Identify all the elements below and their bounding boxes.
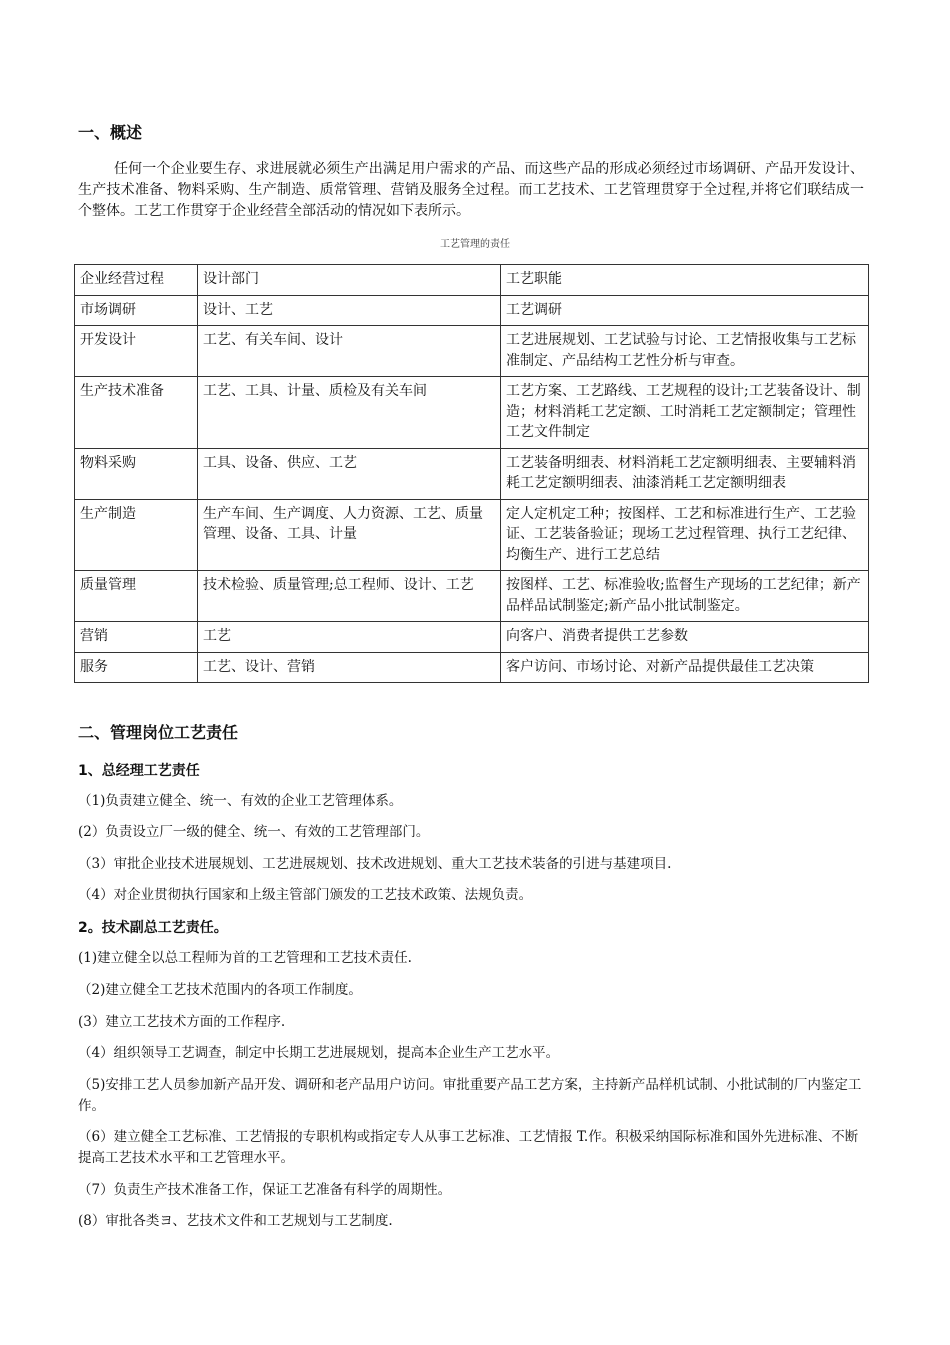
list-item: (1)建立健全以总工程师为首的工艺管理和工艺技术责任. [78, 950, 412, 966]
list-item: （5)安排工艺人员参加新产品开发、调研和老产品用户访问。审批重要产品工艺方案，主持新产品样机试制、小批试制的厂内鉴定工作。 [78, 1077, 862, 1114]
table-row [75, 622, 869, 653]
list-item: （6）建立健全工艺标准、工艺情报的专职机构或指定专人从事工艺标准、工艺情报 T.作。积极采纳国际标准和国外先进标准、不断提高工艺技术水平和工艺管理水平。 [78, 1129, 859, 1166]
table-cell: 市场调研 [75, 295, 198, 326]
table-row [75, 326, 869, 377]
table-row [75, 448, 869, 499]
table-row [75, 295, 869, 326]
table-row [75, 652, 869, 683]
table-cell: 技术检验、质量管理;总工程师、设计、工艺 [198, 571, 501, 622]
list-item: （7）负责生产技术准备工作，保证工艺准备有科学的周期性。 [78, 1182, 452, 1198]
table-cell: 生产技术准备 [75, 377, 198, 449]
section1-title: 一、概述 [78, 123, 143, 142]
table-cell: 生产车间、生产调度、人力资源、工艺、质量管理、设备、工具、计量 [198, 499, 501, 571]
table-cell: 工艺进展规划、工艺试验与讨论、工艺情报收集与工艺标准制定、产品结构工艺性分析与审查。 [501, 326, 869, 377]
list-item: （4）组织领导工艺调查，制定中长期工艺进展规划，提高本企业生产工艺水平。 [78, 1045, 560, 1061]
table-cell: 工具、设备、供应、工艺 [198, 448, 501, 499]
technical-vp-heading: 2。技术副总工艺责任。 [78, 920, 228, 936]
table-cell: 工艺 [198, 622, 501, 653]
table-cell: 质量管理 [75, 571, 198, 622]
list-item: （1)负责建立健全、统一、有效的企业工艺管理体系。 [78, 793, 403, 809]
table-cell: 定人定机定工种；按图样、工艺和标准进行生产、工艺验证、工艺装备验证；现场工艺过程管理、执行工艺纪律、均衡生产、进行工艺总结 [501, 499, 869, 571]
list-item: （3）审批企业技术进展规划、工艺进展规划、技术改进规划、重大工艺技术装备的引进与基建项目. [78, 856, 672, 872]
list-item: （2)建立健全工艺技术范围内的各项工作制度。 [78, 982, 362, 998]
process-table [74, 264, 869, 683]
table-cell: 设计、工艺 [198, 295, 501, 326]
list-item: (3）建立工艺技术方面的工作程序. [78, 1014, 286, 1030]
table-header-row [75, 265, 869, 296]
table-row [75, 571, 869, 622]
table-cell: 物料采购 [75, 448, 198, 499]
header-cell: 企业经营过程 [75, 265, 198, 296]
table-row [75, 499, 869, 571]
table-cell: 工艺装备明细表、材料消耗工艺定额明细表、主要辅料消耗工艺定额明细表、油漆消耗工艺定额明细表 [501, 448, 869, 499]
table-cell: 生产制造 [75, 499, 198, 571]
table-cell: 工艺方案、工艺路线、工艺规程的设计;工艺装备设计、制造；材料消耗工艺定额、工时消耗工艺定额制定；管理性工艺文件制定 [501, 377, 869, 449]
header-cell: 工艺职能 [501, 265, 869, 296]
header-cell: 设计部门 [198, 265, 501, 296]
table-cell: 工艺调研 [501, 295, 869, 326]
section2-title: 二、管理岗位工艺责任 [78, 723, 239, 742]
table-cell: 客户访问、市场讨论、对新产品提供最佳工艺决策 [501, 652, 869, 683]
table-cell: 按图样、工艺、标准验收;监督生产现场的工艺纪律；新产品样品试制鉴定;新产品小批试制鉴定。 [501, 571, 869, 622]
table-cell: 向客户、消费者提供工艺参数 [501, 622, 869, 653]
list-item: (8）审批各类ヨ、艺技术文件和工艺规划与工艺制度. [78, 1213, 393, 1229]
table-row [75, 377, 869, 449]
table-cell: 服务 [75, 652, 198, 683]
table-cell: 工艺、工具、计量、质检及有关车间 [198, 377, 501, 449]
table-cell: 营销 [75, 622, 198, 653]
table-caption: 工艺管理的责任 [440, 239, 510, 250]
table-cell: 工艺、有关车间、设计 [198, 326, 501, 377]
intro-paragraph: 任何一个企业要生存、求进展就必须生产出满足用户需求的产品、而这些产品的形成必须经过市场调研、产品开发设计、生产技术准备、物料采购、生产制造、质常管理、营销及服务全过程。而工艺技术、工艺管理贯穿于全过程,并将它们联结成一个整体。工艺工作贯穿于企业经营全部活动的情况如下表所示。 [78, 161, 864, 219]
list-item: （4）对企业贯彻执行国家和上级主管部门颁发的工艺技术政策、法规负责。 [78, 887, 533, 903]
general-manager-heading: 1、总经理工艺责任 [78, 763, 200, 779]
table-cell: 开发设计 [75, 326, 198, 377]
table-cell: 工艺、设计、营销 [198, 652, 501, 683]
list-item: (2）负责设立厂一级的健全、统一、有效的工艺管理部门。 [78, 824, 430, 840]
